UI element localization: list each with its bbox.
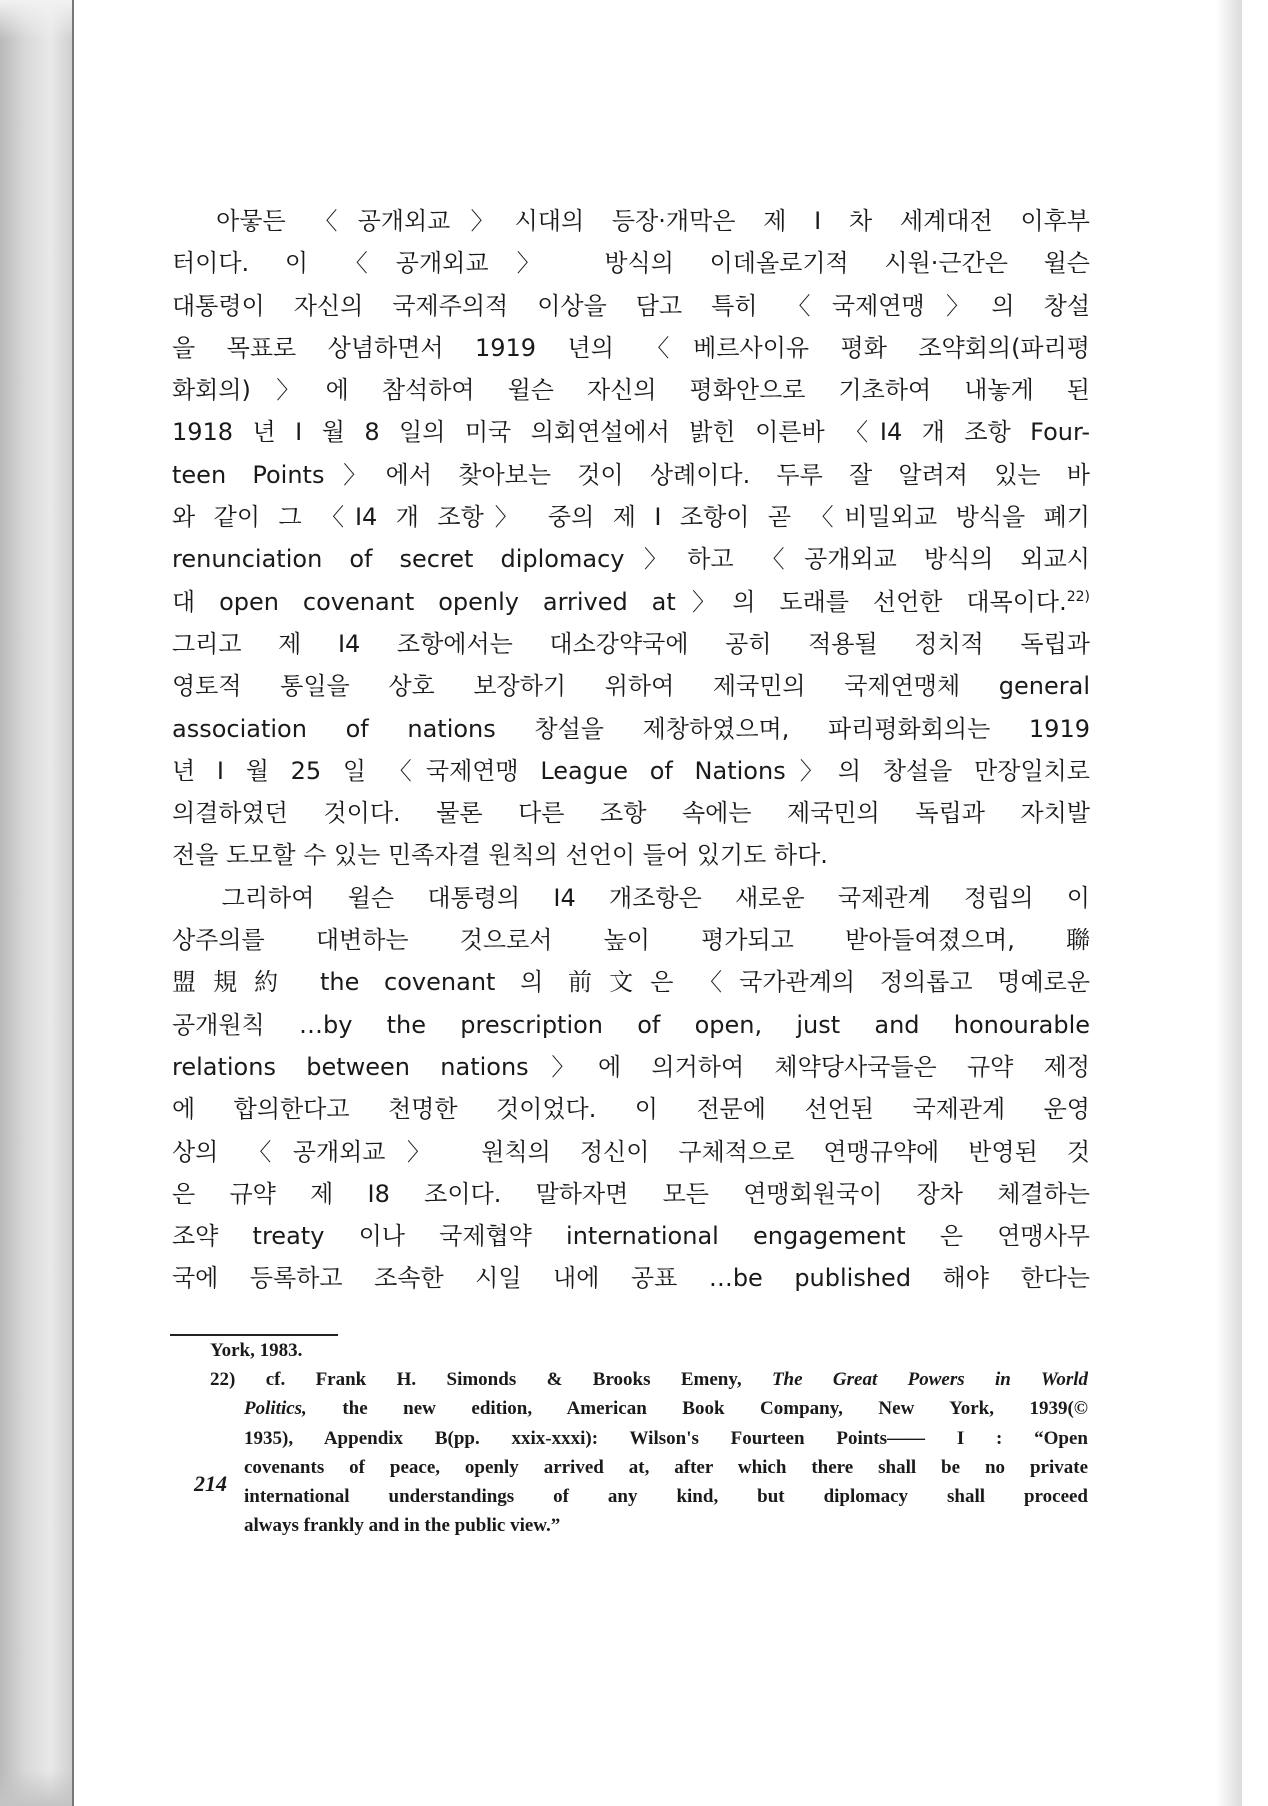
footnote-reference-22: 22) [1066,588,1090,605]
book-page-stack-edge [0,0,72,1806]
body-line: 상주의를 대변하는 것으로서 높이 평가되고 받아들여졌으며, 聯 [172,926,1090,955]
footnote-22-line: covenants of peace, openly arrived at, after which there shall be no private [244,1456,1088,1478]
page-right-shadow [1216,0,1242,1806]
footnote-22-line: international understandings of any kind, but diplomacy shall proceed [244,1485,1088,1507]
body-line: 에 합의한다고 천명한 것이었다. 이 전문에 선언된 국제관계 운영 [172,1095,1090,1124]
page-number: 214 [194,1471,227,1496]
body-line: 은 규약 제 I8 조이다. 말하자면 모든 연맹회원국이 장차 체결하는 [172,1179,1090,1208]
body-line: 화회의)〉에 참석하여 윌슨 자신의 평화안으로 기초하여 내놓게 된 [172,376,1090,405]
page-stack-shadow [0,1770,72,1806]
body-line: 영토적 통일을 상호 보장하기 위하여 제국민의 국제연맹체 general [172,672,1090,701]
footnote-22-line [170,1394,1088,1423]
body-line: renunciation of secret diplomacy〉하고 〈공개외교 방식의 외교시 [172,545,1090,574]
footnote-22-line: 1935), Appendix B(pp. xxix-xxxi): Wilson's Fourteen Points―― I : “Open [244,1427,1088,1449]
body-line: 아뭏든 〈공개외교〉시대의 등장·개막은 제 I 차 세계대전 이후부 [172,207,1090,235]
body-line: 그리고 제 I4 조항에서는 대소강약국에 공히 적용될 정치적 독립과 [172,629,1090,658]
body-line: 1918 년 I 월 8 일의 미국 의회연설에서 밝힌 이른바 〈I4 개 조항 Four- [172,418,1090,447]
body-line: association of nations 창설을 제창하였으며, 파리평화회의는 1919 [172,714,1090,743]
body-line: 조약 treaty 이나 국제협약 international engagement 은 연맹사무 [172,1222,1090,1251]
footnote-22-line [170,1365,1088,1394]
body-line: 상의 〈공개외교〉 원칙의 정신이 구체적으로 연맹규약에 반영된 것 [172,1137,1090,1166]
body-line: 와 같이 그 〈I4 개 조항〉 중의 제 I 조항이 곧 〈비밀외교 방식을 폐기 [172,503,1090,532]
footnote-22-lead: 22) cf. Frank H. Simonds & Brooks Emeny, [210,1369,742,1391]
body-line: 의결하였던 것이다. 물론 다른 조항 속에는 제국민의 독립과 자치발 [172,799,1090,828]
main-body-text [172,200,1090,1300]
body-line-with-footnote-ref [172,581,1090,623]
body-line: 터이다. 이 〈공개외교〉 방식의 이데올로기적 시원·근간은 윌슨 [172,249,1090,278]
body-line: 盟規約 the covenant 의 前文은 〈국가관계의 정의롭고 명예로운 [172,968,1090,997]
body-line: 그리하여 윌슨 대통령의 I4 개조항은 새로운 국제관계 정립의 이 [172,883,1090,912]
body-line: 공개원칙 …by the prescription of open, just and honourable [172,1010,1090,1039]
body-line: 대통령이 자신의 국제주의적 이상을 담고 특히 〈국제연맹〉의 창설 [172,291,1090,320]
body-line: 국에 등록하고 조속한 시일 내에 공표 …be published 해야 한다는 [172,1264,1090,1293]
footnote-carryover: York, 1983. [210,1340,303,1361]
body-line: teen Points〉에서 찾아보는 것이 상례이다. 두루 잘 알려져 있는 바 [172,460,1090,489]
body-line: 전을 도모할 수 있는 민족자결 원칙의 선언이 들어 있기도 하다. [172,841,828,870]
footnote-22-title-cont: Politics, [244,1398,307,1420]
footnote-22-title: The Great Powers in World [771,1369,1088,1391]
footnote-22-line: always frankly and in the public view.” [244,1515,561,1537]
body-line: relations between nations〉에 의거하여 체약당사국들은 규약 제정 [172,1052,1090,1081]
page-stack-highlight [0,0,72,40]
body-line: 을 목표로 상념하면서 1919 년의 〈베르사이유 평화 조약회의(파리평 [172,333,1090,362]
footnotes [170,1336,1088,1540]
body-line-text: 대 open covenant openly arrived at〉의 도래를 선언한 대목이다. [172,587,1067,616]
body-line: 년 I 월 25 일 〈국제연맹 League of Nations〉의 창설을 만장일치로 [172,756,1090,785]
footnote-22-publisher: the new edition, American Book Company, New York, 1939(© [306,1398,1088,1420]
